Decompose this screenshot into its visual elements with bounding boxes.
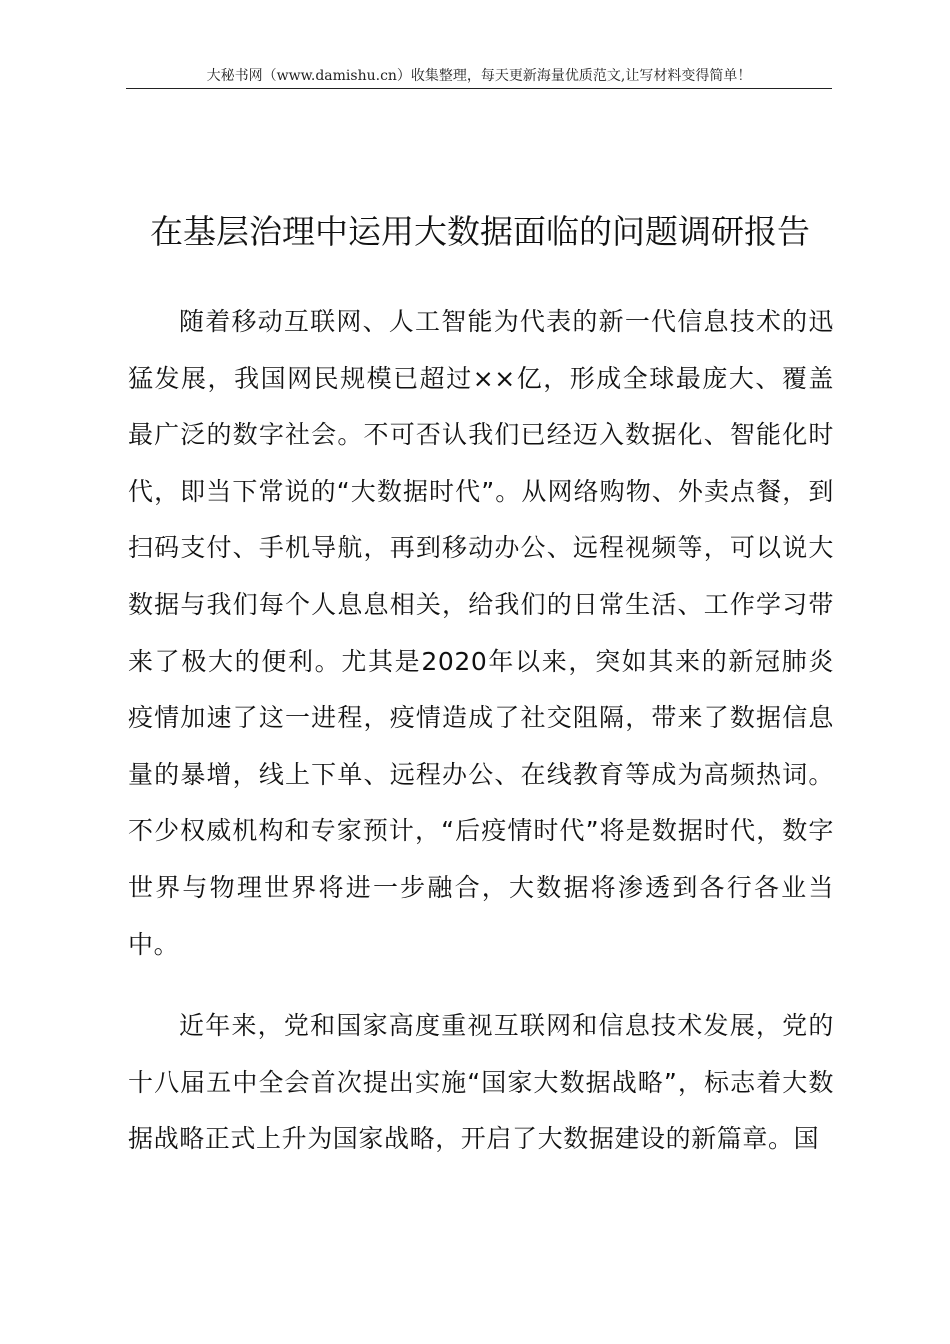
body-paragraph-1: 随着移动互联网、人工智能为代表的新一代信息技术的迅猛发展，我国网民规模已超过××亿，形成全球最庞大、覆盖最广泛的数字社会。不可否认我们已经迈入数据化、智能化时代，即当下常说的“大数据时代”。从网络购物、外卖点餐，到扫码支付、手机导航，再到移动办公、远程视频等，可以说大数据与我们每个人息息相关，给我们的日常生活、工作学习带来了极大的便利。尤其是2020年以来，突如其来的新冠肺炎疫情加速了这一进程，疫情造成了社交阻隔，带来了数据信息量的暴增，线上下单、远程办公、在线教育等成为高频热词。不少权威机构和专家预计，“后疫情时代”将是数据时代，数字世界与物理世界将进一步融合，大数据将渗透到各行各业当中。 <box>128 307 834 959</box>
page-header-text: 大秘书网（www.damishu.cn）收集整理，每天更新海量优质范文,让写材料变得简单！ <box>206 68 752 84</box>
document-title: 在基层治理中运用大数据面临的问题调研报告 <box>150 212 810 251</box>
header-divider <box>126 88 832 89</box>
body-paragraph-2: 近年来，党和国家高度重视互联网和信息技术发展，党的十八届五中全会首次提出实施“国家大数据战略”，标志着大数据战略正式上升为国家战略，开启了大数据建设的新篇章。国 <box>128 1011 834 1154</box>
